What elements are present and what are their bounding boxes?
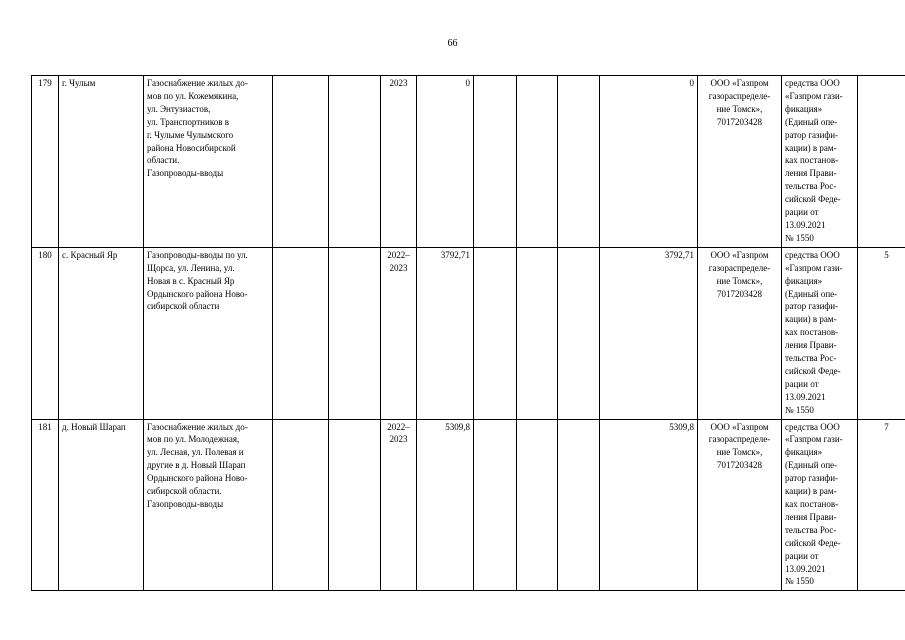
page-number: 66 bbox=[447, 38, 458, 49]
empty-cell bbox=[517, 247, 558, 419]
organization-cell: ООО «Газпром газораспределе- ние Томск», 7017203428 bbox=[698, 76, 782, 248]
settlement-cell: д. Новый Шарап bbox=[59, 419, 144, 591]
row-number: 180 bbox=[32, 247, 59, 419]
empty-cell bbox=[474, 76, 517, 248]
funding-source-cell: средства ООО «Газпром гази- фикация» (Единый опе- ратор газифи- кации) в рам- ках постанов- ления Прави- тельства Рос- сийской Феде- рации от 13.09.2021 № 1550 bbox=[782, 419, 858, 591]
description-cell: Газоснабжение жилых до- мов по ул. Кожемякина, ул. Энтузиастов, ул. Транспортников в г. Чулыме Чулымского района Новосибирской области. Газопроводы-вводы bbox=[144, 76, 273, 248]
organization-cell: ООО «Газпром газораспределе- ние Томск», 7017203428 bbox=[698, 419, 782, 591]
amount-cell: 3792,71 bbox=[600, 247, 698, 419]
gasification-table bbox=[31, 75, 905, 591]
total-cell: 5309,8 bbox=[417, 419, 474, 591]
empty-cell bbox=[558, 76, 600, 248]
empty-cell bbox=[558, 247, 600, 419]
years-cell: 2022– 2023 bbox=[381, 247, 417, 419]
settlement-cell: г. Чулым bbox=[59, 76, 144, 248]
amount-cell: 0 bbox=[600, 76, 698, 248]
last-column-cell: 7 bbox=[858, 419, 905, 591]
settlement-cell: с. Красный Яр bbox=[59, 247, 144, 419]
empty-cell bbox=[329, 76, 381, 248]
total-cell: 0 bbox=[417, 76, 474, 248]
table-row bbox=[32, 419, 905, 591]
years-cell: 2022– 2023 bbox=[381, 419, 417, 591]
empty-cell bbox=[329, 247, 381, 419]
table-row bbox=[32, 247, 905, 419]
empty-cell bbox=[273, 419, 329, 591]
row-number: 181 bbox=[32, 419, 59, 591]
funding-source-cell: средства ООО «Газпром гази- фикация» (Единый опе- ратор газифи- кации) в рам- ках постанов- ления Прави- тельства Рос- сийской Феде- рации от 13.09.2021 № 1550 bbox=[782, 76, 858, 248]
empty-cell bbox=[558, 419, 600, 591]
empty-cell bbox=[273, 247, 329, 419]
empty-cell bbox=[273, 76, 329, 248]
table-row bbox=[32, 76, 905, 248]
last-column-cell bbox=[858, 76, 905, 248]
empty-cell bbox=[517, 76, 558, 248]
empty-cell bbox=[474, 247, 517, 419]
row-number: 179 bbox=[32, 76, 59, 248]
empty-cell bbox=[517, 419, 558, 591]
funding-source-cell: средства ООО «Газпром гази- фикация» (Единый опе- ратор газифи- кации) в рам- ках постанов- ления Прави- тельства Рос- сийской Феде- рации от 13.09.2021 № 1550 bbox=[782, 247, 858, 419]
empty-cell bbox=[329, 419, 381, 591]
description-cell: Газопроводы-вводы по ул. Щорса, ул. Ленина, ул. Новая в с. Красный Яр Ордынского района Ново- сибирской области bbox=[144, 247, 273, 419]
description-cell: Газоснабжение жилых до- мов по ул. Молодежная, ул. Лесная, ул. Полевая и другие в д. Новый Шарап Ордынского района Ново- сибирской области. Газопроводы-вводы bbox=[144, 419, 273, 591]
amount-cell: 5309,8 bbox=[600, 419, 698, 591]
organization-cell: ООО «Газпром газораспределе- ние Томск», 7017203428 bbox=[698, 247, 782, 419]
years-cell: 2023 bbox=[381, 76, 417, 248]
empty-cell bbox=[474, 419, 517, 591]
total-cell: 3792,71 bbox=[417, 247, 474, 419]
last-column-cell: 5 bbox=[858, 247, 905, 419]
